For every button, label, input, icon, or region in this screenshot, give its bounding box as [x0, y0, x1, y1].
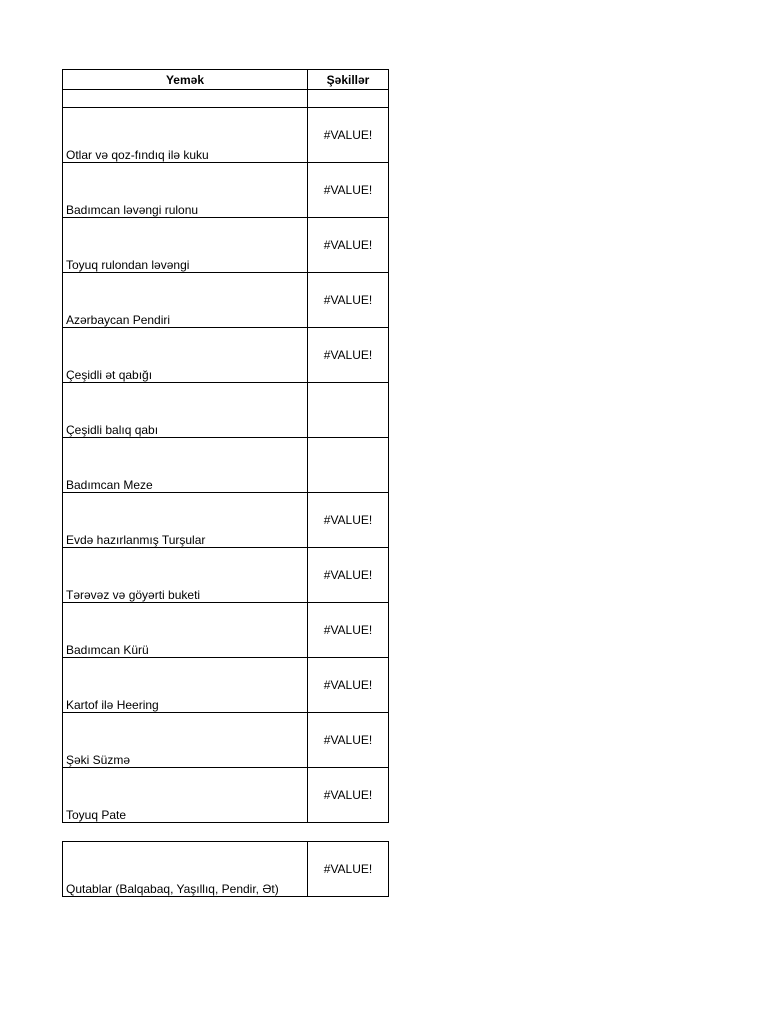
image-cell: [308, 383, 389, 438]
empty-cell: [63, 823, 308, 842]
table-row: [63, 218, 389, 273]
image-cell: #VALUE!: [308, 218, 389, 273]
table-row: [63, 713, 389, 768]
table-row: [63, 658, 389, 713]
empty-cell: [308, 90, 389, 108]
dish-name-cell: Qutablar (Balqabaq, Yaşıllıq, Pendir, Ət): [63, 842, 308, 897]
dish-name-cell: Toyuq Pate: [63, 768, 308, 823]
column-header-images: Şəkillər: [308, 70, 389, 90]
image-cell: #VALUE!: [308, 842, 389, 897]
image-cell: #VALUE!: [308, 713, 389, 768]
table-row: [63, 493, 389, 548]
dish-name-cell: Badımcan Kürü: [63, 603, 308, 658]
dish-name-cell: Badımcan Meze: [63, 438, 308, 493]
dish-name-cell: Çeşidli balıq qabı: [63, 383, 308, 438]
menu-table: [62, 69, 389, 897]
dish-name-cell: Evdə hazırlanmış Turşular: [63, 493, 308, 548]
image-cell: #VALUE!: [308, 328, 389, 383]
table-row: [63, 273, 389, 328]
dish-name-cell: Toyuq rulondan ləvəngi: [63, 218, 308, 273]
table-row: [63, 438, 389, 493]
dish-name-cell: Otlar və qoz-fındıq ilə kuku: [63, 108, 308, 163]
gap-row: [63, 823, 389, 842]
table-row: [63, 108, 389, 163]
table-row: [63, 383, 389, 438]
empty-row: [63, 90, 389, 108]
column-header-dish: Yemək: [63, 70, 308, 90]
table-row: [63, 603, 389, 658]
dish-name-cell: Şəki Süzmə: [63, 713, 308, 768]
empty-cell: [63, 90, 308, 108]
empty-cell: [308, 823, 389, 842]
table-row: [63, 768, 389, 823]
image-cell: #VALUE!: [308, 548, 389, 603]
dish-name-cell: Badımcan ləvəngi rulonu: [63, 163, 308, 218]
image-cell: [308, 438, 389, 493]
dish-name-cell: Tərəvəz və göyərti buketi: [63, 548, 308, 603]
image-cell: #VALUE!: [308, 108, 389, 163]
table-row: [63, 163, 389, 218]
image-cell: #VALUE!: [308, 163, 389, 218]
dish-name-cell: Çeşidli ət qabığı: [63, 328, 308, 383]
table-row: [63, 842, 389, 897]
spreadsheet-page: [62, 69, 388, 897]
image-cell: #VALUE!: [308, 603, 389, 658]
dish-name-cell: Kartof ilə Heering: [63, 658, 308, 713]
header-row: [63, 70, 389, 90]
image-cell: #VALUE!: [308, 768, 389, 823]
dish-name-cell: Azərbaycan Pendiri: [63, 273, 308, 328]
image-cell: #VALUE!: [308, 273, 389, 328]
table-row: [63, 548, 389, 603]
table-row: [63, 328, 389, 383]
image-cell: #VALUE!: [308, 493, 389, 548]
image-cell: #VALUE!: [308, 658, 389, 713]
